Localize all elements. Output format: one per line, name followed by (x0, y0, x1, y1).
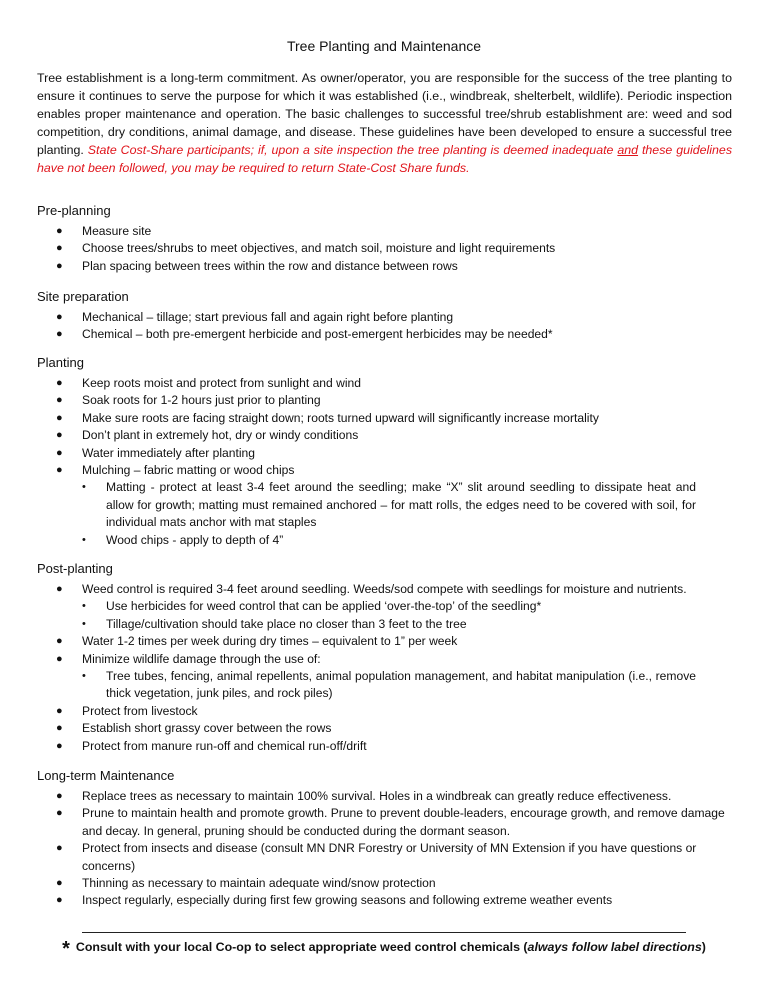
sub-bullet-icon: • (82, 533, 86, 546)
bullet-icon: ● (56, 877, 63, 890)
item-text: Prune to maintain health and promote growth. Prune to prevent double-leaders, encourage growth, and remove damage and decay. In general, pruning should be conducted during the dormant season. (82, 806, 725, 838)
item-text: Protect from manure run-off and chemical run-off/drift (82, 738, 367, 753)
sub-list (82, 598, 732, 633)
item-text: Thinning as necessary to maintain adequate wind/snow protection (82, 876, 436, 891)
section-heading: Post-planting (37, 561, 113, 576)
item-text: Mechanical – tillage; start previous fall and again right before planting (82, 310, 454, 324)
sub-bullet-icon: • (82, 670, 86, 683)
bullet-icon: ● (56, 635, 63, 648)
bullet-icon: ● (56, 583, 63, 595)
warning-part-1: State Cost-Share participants; if, upon a site inspection the tree planting is deemed inadequate (87, 143, 618, 158)
item-text: Replace trees as necessary to maintain 100% survival. Holes in a windbreak can greatly reduce effectiveness. (82, 789, 672, 803)
section-heading: Pre-planning (37, 203, 111, 218)
list-item (0, 633, 768, 650)
bullet-icon: ● (56, 722, 63, 735)
item-text: Water 1-2 times per week during dry times – equivalent to 1” per week (82, 634, 458, 649)
bullet-icon: ● (56, 652, 63, 665)
section-planting (0, 355, 768, 549)
bullet-icon: ● (56, 377, 63, 389)
list-item (0, 892, 768, 909)
item-text: Chemical – both pre-emergent herbicide and post-emergent herbicides may be needed* (82, 327, 553, 342)
sub-list-item (0, 532, 732, 549)
item-text: Water immediately after planting (82, 445, 255, 460)
section-pre-planning (0, 203, 768, 275)
bullet-icon: ● (56, 807, 63, 820)
list-item (0, 223, 768, 240)
sub-bullet-icon: • (82, 600, 86, 613)
bullet-icon: ● (56, 790, 63, 802)
item-text: Protect from livestock (82, 703, 198, 718)
bullet-icon: ● (56, 739, 63, 752)
item-text: Protect from insects and disease (consult MN DNR Forestry or University of MN Extension if you have questions or concerns) (82, 841, 697, 873)
footer-close: ) (701, 940, 706, 954)
bullet-icon: ● (56, 842, 63, 855)
item-text: Minimize wildlife damage through the use of: (82, 651, 321, 666)
item-text: Measure site (82, 224, 152, 238)
sub-item-text: Matting - protect at least 3-4 feet around the seedling; make “X” slit around seedling to dissipate heat and allow for growth; matting must remained anchored – for matt rolls, the edges need to be covered with soil, for individual mats anchor with mat staples (106, 480, 696, 530)
sub-list-item (0, 668, 732, 703)
bullet-icon: ● (56, 311, 63, 323)
item-text: Soak roots for 1-2 hours just prior to planting (82, 393, 321, 408)
section-heading: Long-term Maintenance (37, 768, 175, 783)
warning-emphasis: and (617, 143, 639, 158)
bullet-icon: ● (56, 464, 63, 477)
list-item (0, 840, 768, 875)
bullet-icon: ● (56, 328, 63, 341)
list-item (0, 875, 768, 892)
footnote-star: * (62, 938, 70, 960)
bullet-icon: ● (56, 446, 63, 459)
list-item (0, 427, 768, 444)
bullet-icon: ● (56, 411, 63, 424)
section-long-term-maintenance (0, 768, 768, 910)
sub-item-text: Use herbicides for weed control that can be applied ‘over-the-top’ of the seedling* (106, 599, 542, 614)
item-text: Inspect regularly, especially during first few growing seasons and following extreme weather events (82, 893, 613, 908)
list-item (0, 445, 768, 462)
sub-list (82, 668, 732, 703)
item-text: Establish short grassy cover between the rows (82, 721, 332, 736)
sub-list-item (0, 479, 732, 531)
warning-part-2: these guidelines have not been followed, you may be required to return State-Cost Share funds. (37, 143, 733, 176)
footer-emphasis: always follow label directions (527, 940, 702, 954)
item-text: Weed control is required 3-4 feet around seedling. Weeds/sod compete with seedlings for moisture and nutrients. (82, 582, 687, 596)
bullet-icon: ● (56, 429, 63, 442)
sub-list-item (0, 598, 732, 615)
cost-share-warning (37, 143, 732, 175)
list-item (0, 703, 768, 720)
bullet-list (0, 309, 768, 344)
list-item (0, 410, 768, 427)
footer-note (0, 938, 768, 961)
bullet-list (0, 375, 768, 549)
list-item (0, 651, 768, 703)
bullet-icon: ● (56, 894, 63, 907)
section-site-preparation (0, 289, 768, 344)
section-post-planting (0, 561, 768, 755)
list-item (0, 309, 768, 326)
list-item (0, 581, 768, 633)
sub-item-text: Tillage/cultivation should take place no closer than 3 feet to the tree (106, 616, 467, 631)
list-item (0, 240, 768, 257)
list-item (0, 462, 768, 549)
bullet-list (0, 581, 768, 755)
sub-list-item (0, 616, 732, 633)
item-text: Choose trees/shrubs to meet objectives, and match soil, moisture and light requirements (82, 241, 556, 256)
list-item (0, 805, 768, 840)
intro-text: Tree establishment is a long-term commitment. As owner/operator, you are responsible for the success of the tree planting to ensure it continues to serve the purpose for which it was established (i.e., windbreak, shelterbelt, wildlife). Periodic inspection enables proper maintenance and operation. The basic challenges to successful tree/shrub establishment are: weed and sod competition, dry conditions, animal damage, and disease. These guidelines have been developed to ensure a successful tree planting. (37, 71, 732, 158)
list-item (0, 392, 768, 409)
bullet-icon: ● (56, 242, 63, 255)
list-item (0, 258, 768, 275)
intro-paragraph (37, 69, 732, 178)
list-item (0, 375, 768, 392)
item-text: Keep roots moist and protect from sunlight and wind (82, 376, 361, 390)
list-item (0, 788, 768, 805)
section-heading: Site preparation (37, 289, 129, 304)
bullet-list (0, 223, 768, 275)
footer-text: Consult with your local Co-op to select appropriate weed control chemicals ( (75, 940, 528, 954)
footer-divider (82, 932, 686, 933)
list-item (0, 326, 768, 343)
item-text: Mulching – fabric matting or wood chips (82, 463, 295, 478)
sub-bullet-icon: • (82, 481, 86, 494)
bullet-list (0, 788, 768, 910)
list-item (0, 720, 768, 737)
item-text: Make sure roots are facing straight down; roots turned upward will significantly increase mortality (82, 410, 599, 425)
section-heading: Planting (37, 355, 84, 370)
page-title: Tree Planting and Maintenance (286, 38, 482, 54)
bullet-icon: ● (56, 704, 63, 717)
sub-item-text: Tree tubes, fencing, animal repellents, animal population management, and habitat manipulation (i.e., remove thick vegetation, junk piles, and rock piles) (106, 669, 696, 701)
bullet-icon: ● (56, 259, 63, 272)
sub-item-text: Wood chips - apply to depth of 4” (106, 532, 284, 547)
item-text: Don’t plant in extremely hot, dry or windy conditions (82, 428, 359, 443)
sub-list (82, 479, 732, 549)
sub-bullet-icon: • (82, 617, 86, 630)
bullet-icon: ● (56, 225, 63, 237)
bullet-icon: ● (56, 394, 63, 407)
list-item (0, 738, 768, 755)
item-text: Plan spacing between trees within the row and distance between rows (82, 258, 458, 273)
